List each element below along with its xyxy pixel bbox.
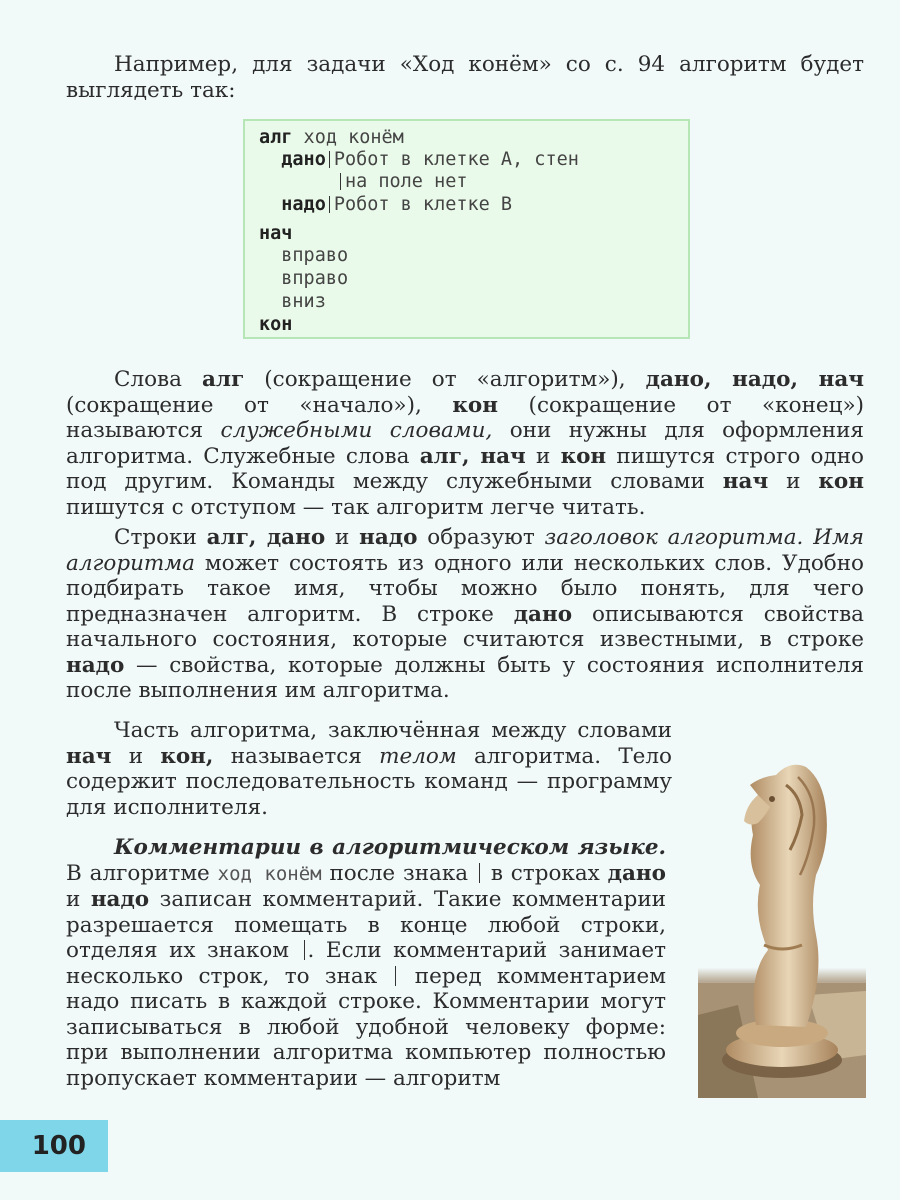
keyword-alg: алг xyxy=(259,127,293,148)
command: вниз xyxy=(259,291,326,312)
intro-paragraph xyxy=(66,52,864,103)
comment-text: Робот в клетке А, стен xyxy=(333,149,579,170)
paragraph-comments: Комментарии в алгоритмическом языке. В алгоритме ход конём после знака в строках дано и надо записан комментарий. Такие комментарии разрешается помещать в конце любой строки, отделяя их знаком . Если комментарий занимает несколько строк, то знак перед комментарием надо писать в каждой строке. Комментарии могут записываться в любой удобной человеку форме: при выполнении алгоритма компьютер полностью пропускает комментарии — алгоритм xyxy=(66,835,666,1091)
keyword-nado: надо xyxy=(259,194,326,215)
chess-knight-icon xyxy=(698,755,866,1098)
comment-text: на поле нет xyxy=(344,171,468,192)
comment-bar-icon xyxy=(340,173,341,190)
code-line-9 xyxy=(259,314,292,336)
comment-bar-icon xyxy=(395,966,396,986)
intro-text: Например, для задачи «Ход конём» со с. 94 алгоритм будет выглядеть так: xyxy=(66,52,864,103)
command: вправо xyxy=(259,268,349,289)
chess-knight-photo xyxy=(698,755,866,1098)
paragraph-body: Часть алгоритма, заключённая между словами нач и кон, называется телом алгоритма. Тело содержит последовательность команд — программу для исполнителя. xyxy=(66,718,672,820)
comment-bar-icon xyxy=(304,940,305,960)
paragraph-service-words: Слова алг (сокращение от «алгоритм»), дано, надо, нач (сокращение от «начало»), кон (сокращение от «конец») называются служебными словами, они нужны для оформления алгоритма. Служебные слова алг, нач и кон пишутся строго одно под другим. Команды между служебными словами нач и кон пишутся с отступом — так алгоритм легче читать. xyxy=(66,367,865,520)
code-line-7 xyxy=(259,268,348,290)
paragraph-header: Строки алг, дано и надо образуют заголовок алгоритма. Имя алгоритма может состоять из одного или нескольких слов. Удобно подбирать такое имя, чтобы можно было понять, для чего предназначен алгоритм. В строке дано описываются свойства начального состояния, которые считаются известными, в строке надо — свойства, которые должны быть у состояния исполнителя после выполнения им алгоритма. xyxy=(66,525,865,703)
comment-text: Робот в клетке В xyxy=(333,194,513,215)
code-line-4 xyxy=(259,194,512,216)
code-line-6 xyxy=(259,245,348,267)
code-line-5 xyxy=(259,223,292,245)
code-line-3 xyxy=(259,171,468,193)
command: вправо xyxy=(259,245,349,266)
keyword-nach: нач xyxy=(259,223,293,244)
comment-bar-icon xyxy=(479,863,480,883)
keyword-dano: дано xyxy=(259,149,326,170)
comment-bar-icon xyxy=(329,151,330,168)
section-heading: Комментарии в алгоритмическом языке. xyxy=(114,835,666,860)
code-line-1 xyxy=(259,127,404,149)
keyword-kon: кон xyxy=(259,314,293,335)
code-line-2 xyxy=(259,149,579,171)
algorithm-name: ход конём xyxy=(292,127,404,148)
comment-bar-icon xyxy=(329,196,330,213)
code-line-8 xyxy=(259,291,326,313)
algorithm-code-box xyxy=(243,119,690,339)
page-number: 100 xyxy=(0,1120,108,1172)
